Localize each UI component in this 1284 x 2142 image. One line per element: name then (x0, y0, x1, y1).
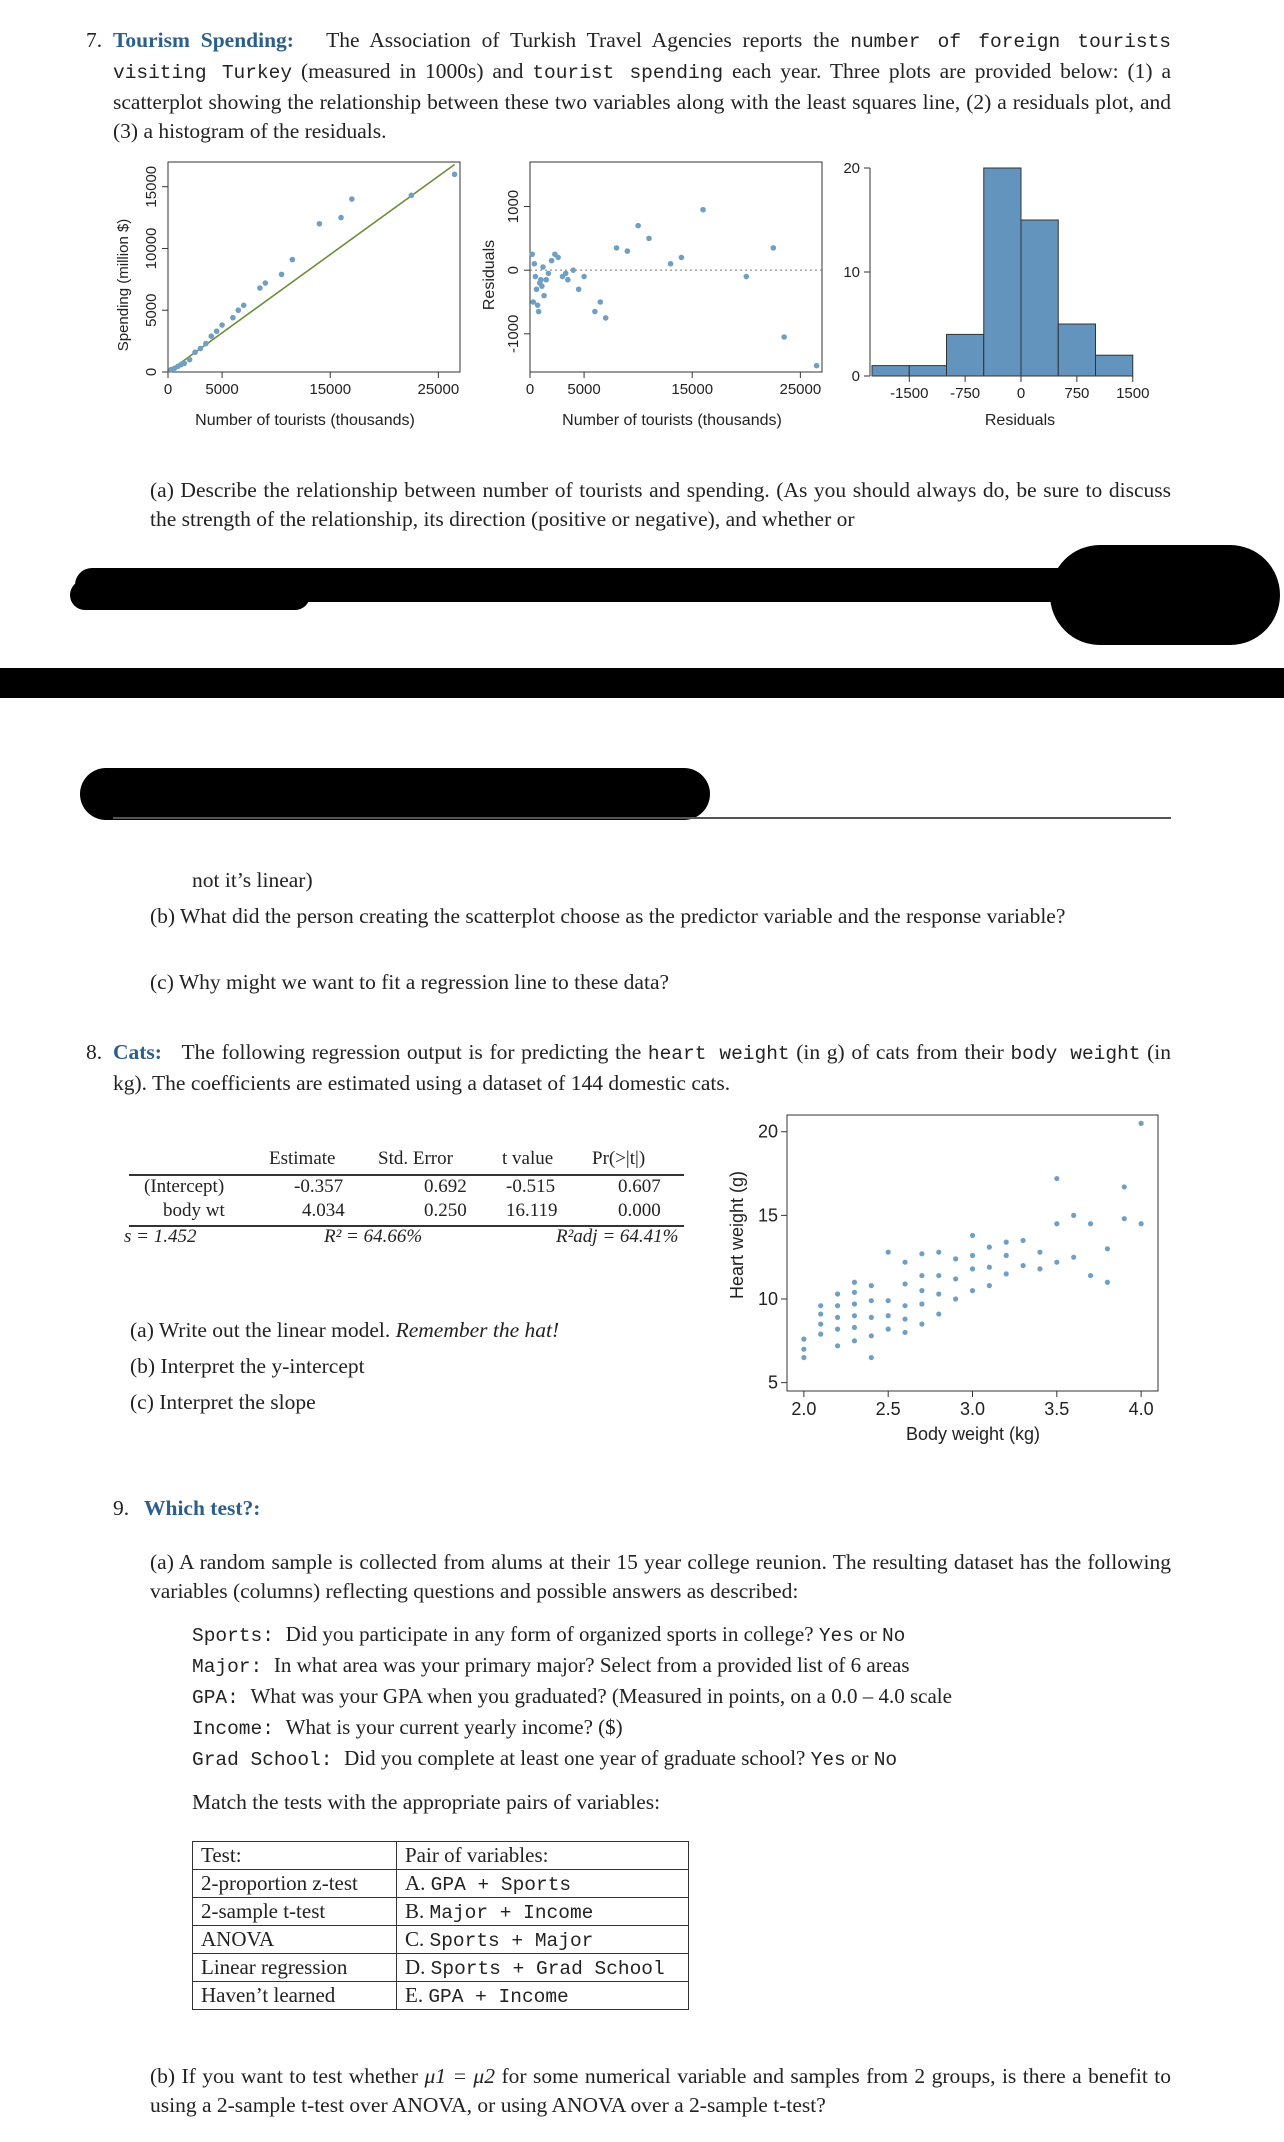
q9-match-table (192, 1841, 689, 2010)
data-point (1139, 1121, 1144, 1126)
data-point (1071, 1255, 1076, 1260)
data-point (835, 1327, 840, 1332)
data-point (852, 1313, 857, 1318)
data-point (203, 341, 209, 347)
reg-s-value: s = 1.452 (124, 1226, 197, 1247)
y-tick-label: 1000 (505, 189, 522, 224)
reg-cell: body wt (163, 1200, 225, 1221)
data-point (576, 286, 582, 292)
data-point (818, 1303, 823, 1308)
variable-item (192, 1713, 1182, 1744)
data-point (538, 277, 544, 283)
redaction-scribble-3 (80, 768, 710, 820)
variable-or: or (845, 1746, 874, 1770)
reg-header-p: Pr(>|t|) (592, 1148, 646, 1169)
data-point (546, 271, 552, 277)
match-pair-letter: C. (405, 1927, 430, 1951)
data-point (614, 245, 620, 251)
data-point (852, 1280, 857, 1285)
variable-item (192, 1744, 1182, 1775)
data-point (869, 1298, 874, 1303)
variable-name: GPA: (192, 1687, 251, 1709)
q8-part-a-emphasis: Remember the hat! (395, 1318, 560, 1342)
y-tick-label: 10000 (143, 227, 160, 270)
data-point (919, 1273, 924, 1278)
data-point (781, 334, 787, 340)
data-point (529, 251, 535, 257)
data-point (181, 361, 187, 367)
match-header-test: Test: (193, 1842, 397, 1870)
histogram-bar (1058, 324, 1095, 376)
q7-intro-mono-1: number of foreign tourists visiting Turkey (113, 31, 1171, 84)
match-test-cell: 2-sample t-test (193, 1898, 397, 1926)
data-point (835, 1343, 840, 1348)
x-tick-label: 3.0 (959, 1399, 986, 1419)
q7-title: Tourism Spending: (113, 28, 294, 52)
data-point (919, 1288, 924, 1293)
y-tick-label: 5 (767, 1372, 778, 1393)
q9-variable-list (192, 1620, 1182, 1775)
data-point (1054, 1260, 1059, 1265)
q8-intro-text-3: (in kg). The coefficients are estimated using a dataset of 144 domestic cats. (113, 1040, 1172, 1095)
y-tick-label: 15000 (143, 165, 160, 208)
histogram-bar (1021, 220, 1058, 376)
data-point (814, 363, 820, 369)
data-point (869, 1315, 874, 1320)
x-tick-label: 2.5 (875, 1399, 901, 1419)
match-table-header (193, 1842, 689, 1870)
x-tick-label: 25000 (417, 381, 460, 398)
data-point (1037, 1266, 1042, 1271)
x-tick-label: 0 (163, 381, 173, 398)
y-tick-label: 0 (505, 266, 522, 275)
match-test-cell: Haven’t learned (193, 1982, 397, 2010)
q8-intro-mono-1: heart weight (647, 1043, 790, 1065)
data-point (919, 1251, 924, 1256)
data-point (214, 328, 220, 334)
histogram-bar (1096, 355, 1133, 376)
x-tick-label: 5000 (205, 381, 239, 398)
data-point (886, 1313, 891, 1318)
reg-cell: 0.692 (424, 1176, 467, 1197)
q9-part-b-equation: μ1 = μ2 (424, 2064, 495, 2088)
data-point (279, 272, 285, 278)
data-point (953, 1256, 958, 1261)
x-tick-label: 3.5 (1044, 1399, 1070, 1419)
x-tick-label: 0 (1016, 385, 1026, 402)
reg-cell: 4.034 (302, 1200, 345, 1221)
data-point (1037, 1250, 1042, 1255)
match-test-cell: 2-proportion z-test (193, 1870, 397, 1898)
variable-option: Yes (818, 1625, 854, 1647)
match-pair-text: GPA + Sports (430, 1874, 572, 1896)
data-point (1054, 1221, 1059, 1226)
data-point (452, 172, 458, 178)
data-point (555, 255, 561, 261)
q8-part-a (130, 1316, 559, 1345)
reg-row-fit (124, 1226, 704, 1250)
tourism-scatter-chart (110, 150, 470, 440)
histogram-bar (947, 334, 984, 376)
redaction-bar (0, 668, 1284, 698)
data-point (219, 322, 225, 328)
variable-description: Did you complete at least one year of graduate school? (344, 1746, 811, 1770)
data-point (835, 1315, 840, 1320)
data-point (570, 267, 576, 273)
data-point (869, 1355, 874, 1360)
q8-part-b: (b) Interpret the y-intercept (130, 1354, 365, 1378)
data-point (953, 1276, 958, 1281)
match-table-row (193, 1982, 689, 2010)
data-point (936, 1250, 941, 1255)
y-tick-label: 5000 (143, 293, 160, 327)
data-point (536, 309, 542, 315)
q7-number: 7. (86, 28, 103, 52)
data-point (549, 258, 555, 264)
plot-frame (530, 162, 822, 372)
match-header-pair: Pair of variables: (397, 1842, 689, 1870)
data-point (919, 1321, 924, 1326)
q9-part-b-text-2: for some numerical variable and samples from 2 groups, is there a benefit to using a 2-sample t-test over ANOVA, or using ANOVA over a 2-sample t-test? (150, 2064, 1172, 2117)
y-tick-label: 20 (843, 160, 860, 177)
q8-number: 8. (86, 1040, 103, 1064)
q7-part-a-cont: not it’s linear) (192, 868, 313, 892)
reg-row-bodywt (124, 1200, 684, 1224)
reg-cell: 0.250 (424, 1200, 467, 1221)
cats-xlabel: Body weight (kg) (905, 1424, 1041, 1444)
q7-intro-mono-2: tourist spending (532, 62, 724, 84)
reg-cell: 16.119 (506, 1200, 558, 1221)
variable-description: What was your GPA when you graduated? (Measured in points, on a 0.0 – 4.0 scale (250, 1684, 952, 1708)
match-table-row (193, 1870, 689, 1898)
data-point (987, 1245, 992, 1250)
match-pair-letter: A. (405, 1871, 431, 1895)
reg-cell: 0.000 (618, 1200, 661, 1221)
reg-cell: -0.515 (506, 1176, 556, 1197)
data-point (818, 1332, 823, 1337)
variable-name: Income: (192, 1718, 286, 1740)
data-point (263, 280, 269, 286)
tourism-residuals-chart (472, 150, 832, 440)
data-point (198, 346, 204, 352)
match-table-row (193, 1898, 689, 1926)
q7-part-a: (a) Describe the relationship between number of tourists and spending. (As you should always do, be sure to discuss the strength of the relationship, its direction (positive or negative), and whether or (150, 478, 1171, 531)
y-tick-label: 10 (843, 264, 860, 281)
data-point (919, 1301, 924, 1306)
data-point (835, 1303, 840, 1308)
reg-r2-value: R² = 64.66% (324, 1226, 423, 1247)
y-tick-label: 20 (757, 1121, 778, 1142)
data-point (597, 299, 603, 305)
data-point (1071, 1213, 1076, 1218)
data-point (1105, 1280, 1110, 1285)
data-point (1020, 1263, 1025, 1268)
q7-intro-text-3: each year. Three plots are provided below: (1) a scatterplot showing the relationship between these two variables along with the least squares line, (2) a residuals plot, and (3) a histogram of the residuals. (113, 59, 1171, 143)
q8-intro-text-1: The following regression output is for predicting the (181, 1040, 642, 1064)
q9-part-a: (a) A random sample is collected from alums at their 15 year college reunion. The resulting dataset has the following variables (columns) reflecting questions and possible answers as described: (150, 1550, 1171, 1603)
data-point (1088, 1273, 1093, 1278)
data-point (886, 1327, 891, 1332)
data-point (953, 1296, 958, 1301)
data-point (970, 1253, 975, 1258)
data-point (592, 309, 598, 315)
variable-name: Sports: (192, 1625, 286, 1647)
data-point (835, 1291, 840, 1296)
data-point (1004, 1271, 1009, 1276)
variable-item (192, 1651, 1182, 1682)
q9-part-b (150, 2062, 1171, 2120)
x-tick-label: 5000 (567, 381, 601, 398)
data-point (532, 261, 538, 267)
histogram-bar (872, 366, 909, 376)
reg-header-tvalue: t value (502, 1148, 554, 1169)
redaction-scribble-2 (1050, 545, 1280, 645)
data-point (970, 1233, 975, 1238)
x-tick-label: 750 (1064, 385, 1090, 402)
data-point (208, 333, 214, 339)
data-point (801, 1355, 806, 1360)
data-point (338, 215, 344, 221)
residuals-xlabel: Number of tourists (thousands) (562, 412, 782, 429)
match-pair-cell (397, 1954, 689, 1982)
q7-intro (86, 26, 1171, 146)
reg-cell: -0.357 (294, 1176, 344, 1197)
variable-option: No (873, 1749, 898, 1771)
match-pair-text: Major + Income (429, 1902, 594, 1924)
data-point (1139, 1221, 1144, 1226)
data-point (1088, 1221, 1093, 1226)
data-point (902, 1260, 907, 1265)
data-point (533, 274, 539, 280)
data-point (869, 1333, 874, 1338)
data-point (970, 1266, 975, 1271)
variable-option: Yes (810, 1749, 846, 1771)
q9-title: Which test?: (144, 1496, 261, 1520)
data-point (1122, 1184, 1127, 1189)
data-point (852, 1325, 857, 1330)
reg-header-estimate: Estimate (269, 1148, 336, 1169)
variable-option: No (881, 1625, 906, 1647)
match-pair-cell (397, 1926, 689, 1954)
data-point (886, 1298, 891, 1303)
data-point (235, 307, 241, 313)
data-point (936, 1311, 941, 1316)
q9-match-prompt: Match the tests with the appropriate pairs of variables: (192, 1790, 661, 1814)
data-point (540, 264, 546, 270)
cats-ylabel: Heart weight (g) (727, 1170, 747, 1300)
y-tick-label: 10 (757, 1289, 778, 1309)
match-pair-letter: D. (405, 1955, 431, 1979)
data-point (852, 1290, 857, 1295)
data-point (257, 285, 263, 291)
y-tick-label: 0 (851, 368, 860, 385)
x-tick-label: 0 (525, 381, 535, 398)
data-point (1054, 1176, 1059, 1181)
variable-item (192, 1620, 1182, 1651)
data-point (230, 315, 236, 321)
q8-title: Cats: (113, 1040, 162, 1064)
q8-intro (86, 1038, 1172, 1098)
data-point (801, 1337, 806, 1342)
data-point (970, 1288, 975, 1293)
reg-cell: (Intercept) (144, 1176, 225, 1197)
data-point (317, 221, 323, 227)
data-point (668, 261, 674, 267)
reg-header-stderr: Std. Error (378, 1148, 453, 1169)
data-point (1020, 1238, 1025, 1243)
data-point (290, 257, 296, 263)
q7-part-c: (c) Why might we want to fit a regression line to these data? (150, 970, 670, 994)
x-tick-label: 1500 (1116, 385, 1150, 402)
residuals-ylabel: Residuals (481, 239, 498, 311)
data-point (936, 1273, 941, 1278)
x-tick-label: -1500 (890, 385, 929, 402)
data-point (801, 1347, 806, 1352)
variable-name: Grad School: (192, 1749, 345, 1771)
data-point (818, 1311, 823, 1316)
x-tick-label: -750 (950, 385, 981, 402)
scatter-xlabel: Number of tourists (thousands) (195, 412, 415, 429)
variable-name: Major: (192, 1656, 274, 1678)
data-point (1105, 1246, 1110, 1251)
q8-intro-text-2: (in g) of cats from their (796, 1040, 1004, 1064)
q8-part-a-text: (a) Write out the linear model. (130, 1318, 391, 1342)
data-point (936, 1291, 941, 1296)
histogram-bar (984, 168, 1021, 376)
q7-intro-text-2: (measured in 1000s) and (300, 59, 524, 83)
data-point (818, 1321, 823, 1326)
data-point (603, 315, 609, 321)
histogram-xlabel: Residuals (984, 412, 1056, 429)
variable-or: or (853, 1622, 882, 1646)
data-point (902, 1330, 907, 1335)
match-pair-letter: E. (405, 1983, 429, 2007)
data-point (886, 1250, 891, 1255)
data-point (534, 286, 540, 292)
variable-item (192, 1682, 1182, 1713)
x-tick-label: 15000 (309, 381, 352, 398)
x-tick-label: 15000 (671, 381, 714, 398)
variable-description: Did you participate in any form of organized sports in college? (285, 1622, 819, 1646)
x-tick-label: 4.0 (1128, 1399, 1154, 1419)
data-point (852, 1338, 857, 1343)
data-point (771, 245, 777, 251)
q7-part-b: (b) What did the person creating the scatterplot choose as the predictor variable and the response variable? (150, 904, 1066, 928)
data-point (902, 1316, 907, 1321)
data-point (1004, 1253, 1009, 1258)
q9-part-b-text-1: (b) If you want to test whether (150, 2064, 418, 2088)
data-point (902, 1303, 907, 1308)
data-point (543, 277, 549, 283)
match-pair-text: GPA + Income (428, 1986, 569, 2008)
x-tick-label: 2.0 (791, 1399, 817, 1419)
match-pair-text: Sports + Grad School (430, 1958, 665, 1980)
match-table-row (193, 1954, 689, 1982)
data-point (743, 274, 749, 280)
data-point (409, 193, 415, 199)
match-test-cell: Linear regression (193, 1954, 397, 1982)
reg-row-intercept (124, 1176, 684, 1200)
match-pair-letter: B. (405, 1899, 430, 1923)
data-point (535, 302, 541, 308)
y-tick-label: 0 (143, 367, 160, 377)
match-pair-cell (397, 1870, 689, 1898)
data-point (987, 1283, 992, 1288)
data-point (869, 1283, 874, 1288)
x-tick-label: 25000 (779, 381, 822, 398)
data-point (1004, 1240, 1009, 1245)
y-tick-label: 15 (757, 1205, 778, 1226)
match-test-cell: ANOVA (193, 1926, 397, 1954)
histogram-bar (909, 366, 946, 376)
match-table-row (193, 1926, 689, 1954)
match-pair-cell (397, 1982, 689, 2010)
residuals-histogram-chart (830, 150, 1190, 440)
data-point (635, 223, 641, 229)
data-point (349, 196, 355, 202)
data-point (241, 302, 247, 308)
data-point (1122, 1216, 1127, 1221)
data-point (987, 1265, 992, 1270)
q9-number: 9. (113, 1496, 130, 1520)
q8-part-c: (c) Interpret the slope (130, 1390, 316, 1414)
data-point (700, 207, 706, 213)
data-point (565, 277, 571, 283)
q7-intro-text-1: The Association of Turkish Travel Agencies reports the (326, 28, 840, 52)
data-point (541, 293, 547, 299)
divider-line (113, 817, 1171, 819)
data-point (902, 1281, 907, 1286)
y-tick-label: -1000 (505, 314, 522, 354)
reg-r2adj-value: R²adj = 64.41% (556, 1226, 679, 1247)
data-point (581, 274, 587, 280)
data-point (539, 283, 545, 289)
data-point (646, 236, 652, 242)
data-point (852, 1301, 857, 1306)
data-point (625, 248, 631, 254)
data-point (187, 357, 193, 363)
q8-intro-mono-2: body weight (1010, 1043, 1141, 1065)
redaction-scribble-1b (70, 580, 310, 610)
cats-scatter-chart (725, 1105, 1175, 1455)
variable-description: In what area was your primary major? Select from a provided list of 6 areas (273, 1653, 910, 1677)
match-pair-text: Sports + Major (429, 1930, 594, 1952)
data-point (679, 255, 685, 261)
variable-description: What is your current yearly income? ($) (285, 1715, 623, 1739)
data-point (563, 271, 569, 277)
match-pair-cell (397, 1898, 689, 1926)
data-point (192, 349, 198, 355)
reg-cell: 0.607 (618, 1176, 661, 1197)
scatter-ylabel: Spending (million $) (115, 218, 132, 352)
